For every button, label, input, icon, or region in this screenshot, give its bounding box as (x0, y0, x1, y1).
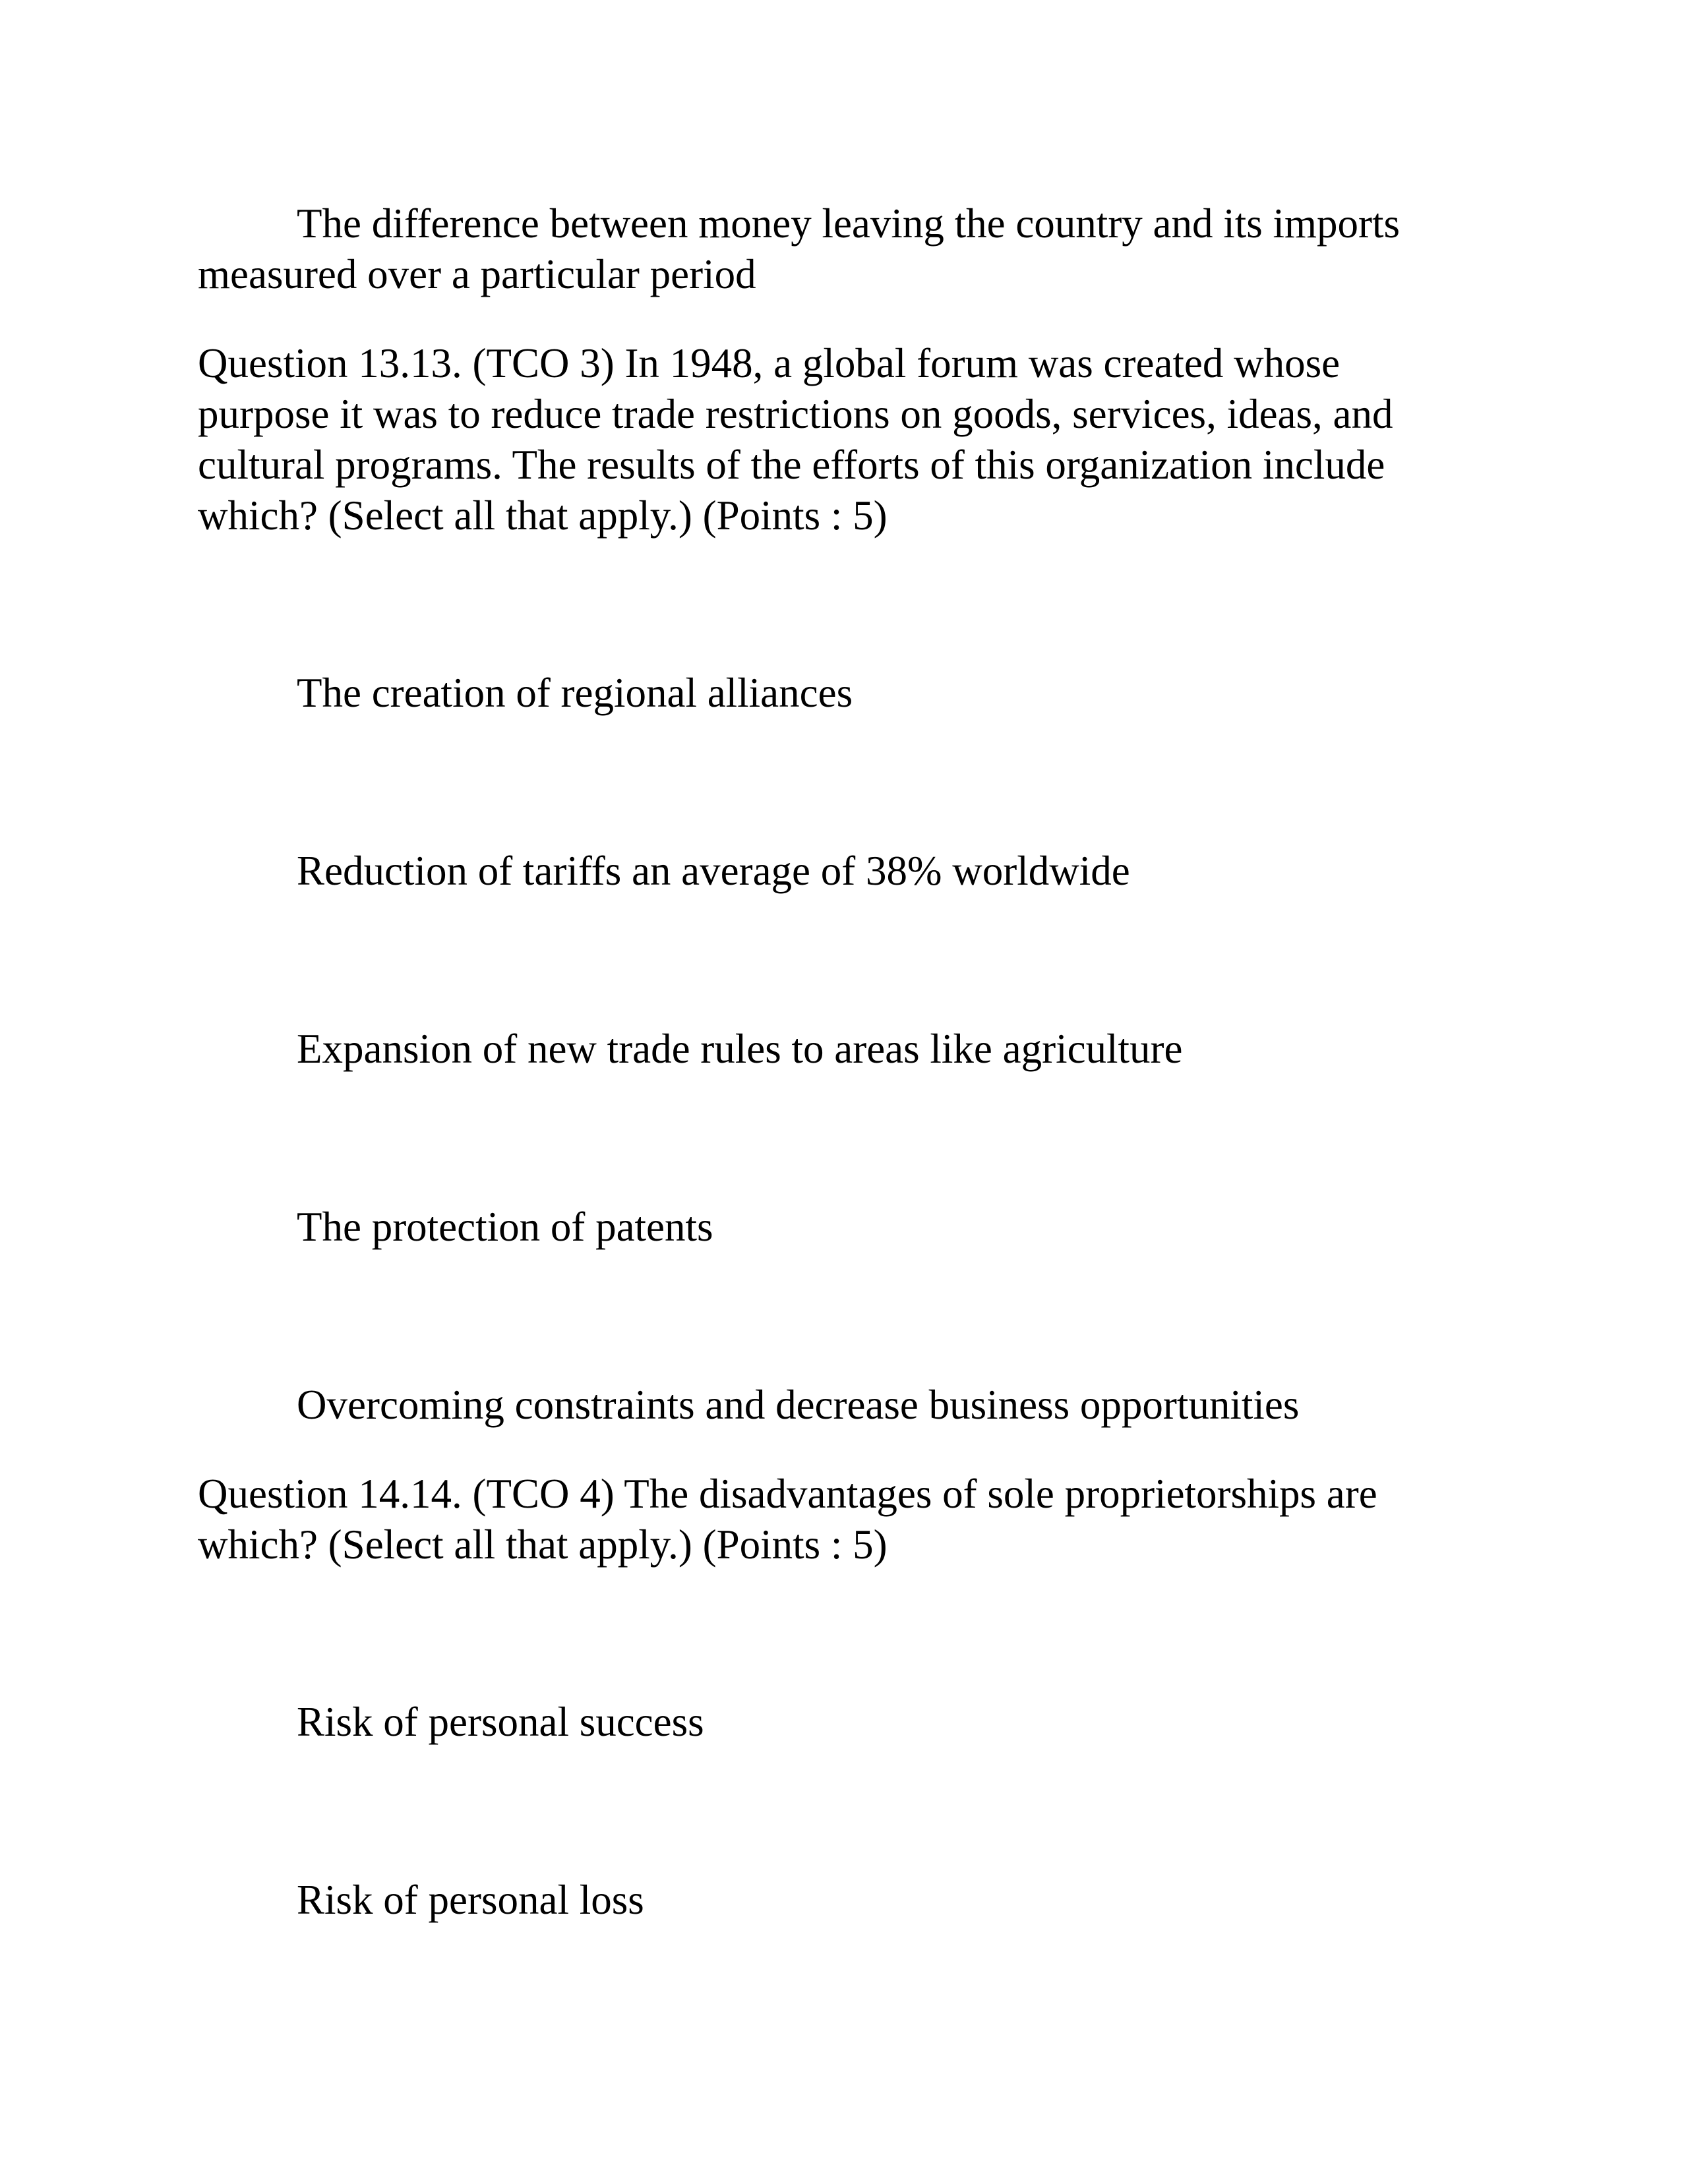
q13-option-1[interactable]: The creation of regional alliances (297, 670, 853, 716)
q14-option-1[interactable]: Risk of personal success (297, 1699, 704, 1745)
q13-option-4[interactable]: The protection of patents (297, 1204, 713, 1250)
answer-line-1: The difference between money leaving the country and its imports (297, 200, 1401, 247)
question-14-line-1: Question 14.14. (TCO 4) The disadvantages of sole proprietorships are (198, 1471, 1377, 1517)
question-13-line-3: cultural programs. The results of the efforts of this organization include (198, 442, 1385, 488)
question-14-line-2: which? (Select all that apply.) (Points : 5) (198, 1521, 888, 1568)
answer-line-2: measured over a particular period (198, 251, 756, 297)
q13-option-3[interactable]: Expansion of new trade rules to areas like agriculture (297, 1026, 1183, 1072)
question-13-line-1: Question 13.13. (TCO 3) In 1948, a global forum was created whose (198, 340, 1341, 386)
q13-option-5[interactable]: Overcoming constraints and decrease business opportunities (297, 1382, 1300, 1428)
question-13-line-2: purpose it was to reduce trade restrictions on goods, services, ideas, and (198, 391, 1393, 437)
q13-option-2[interactable]: Reduction of tariffs an average of 38% worldwide (297, 848, 1130, 894)
q14-option-2[interactable]: Risk of personal loss (297, 1877, 644, 1923)
question-13-line-4: which? (Select all that apply.) (Points : 5) (198, 492, 888, 539)
